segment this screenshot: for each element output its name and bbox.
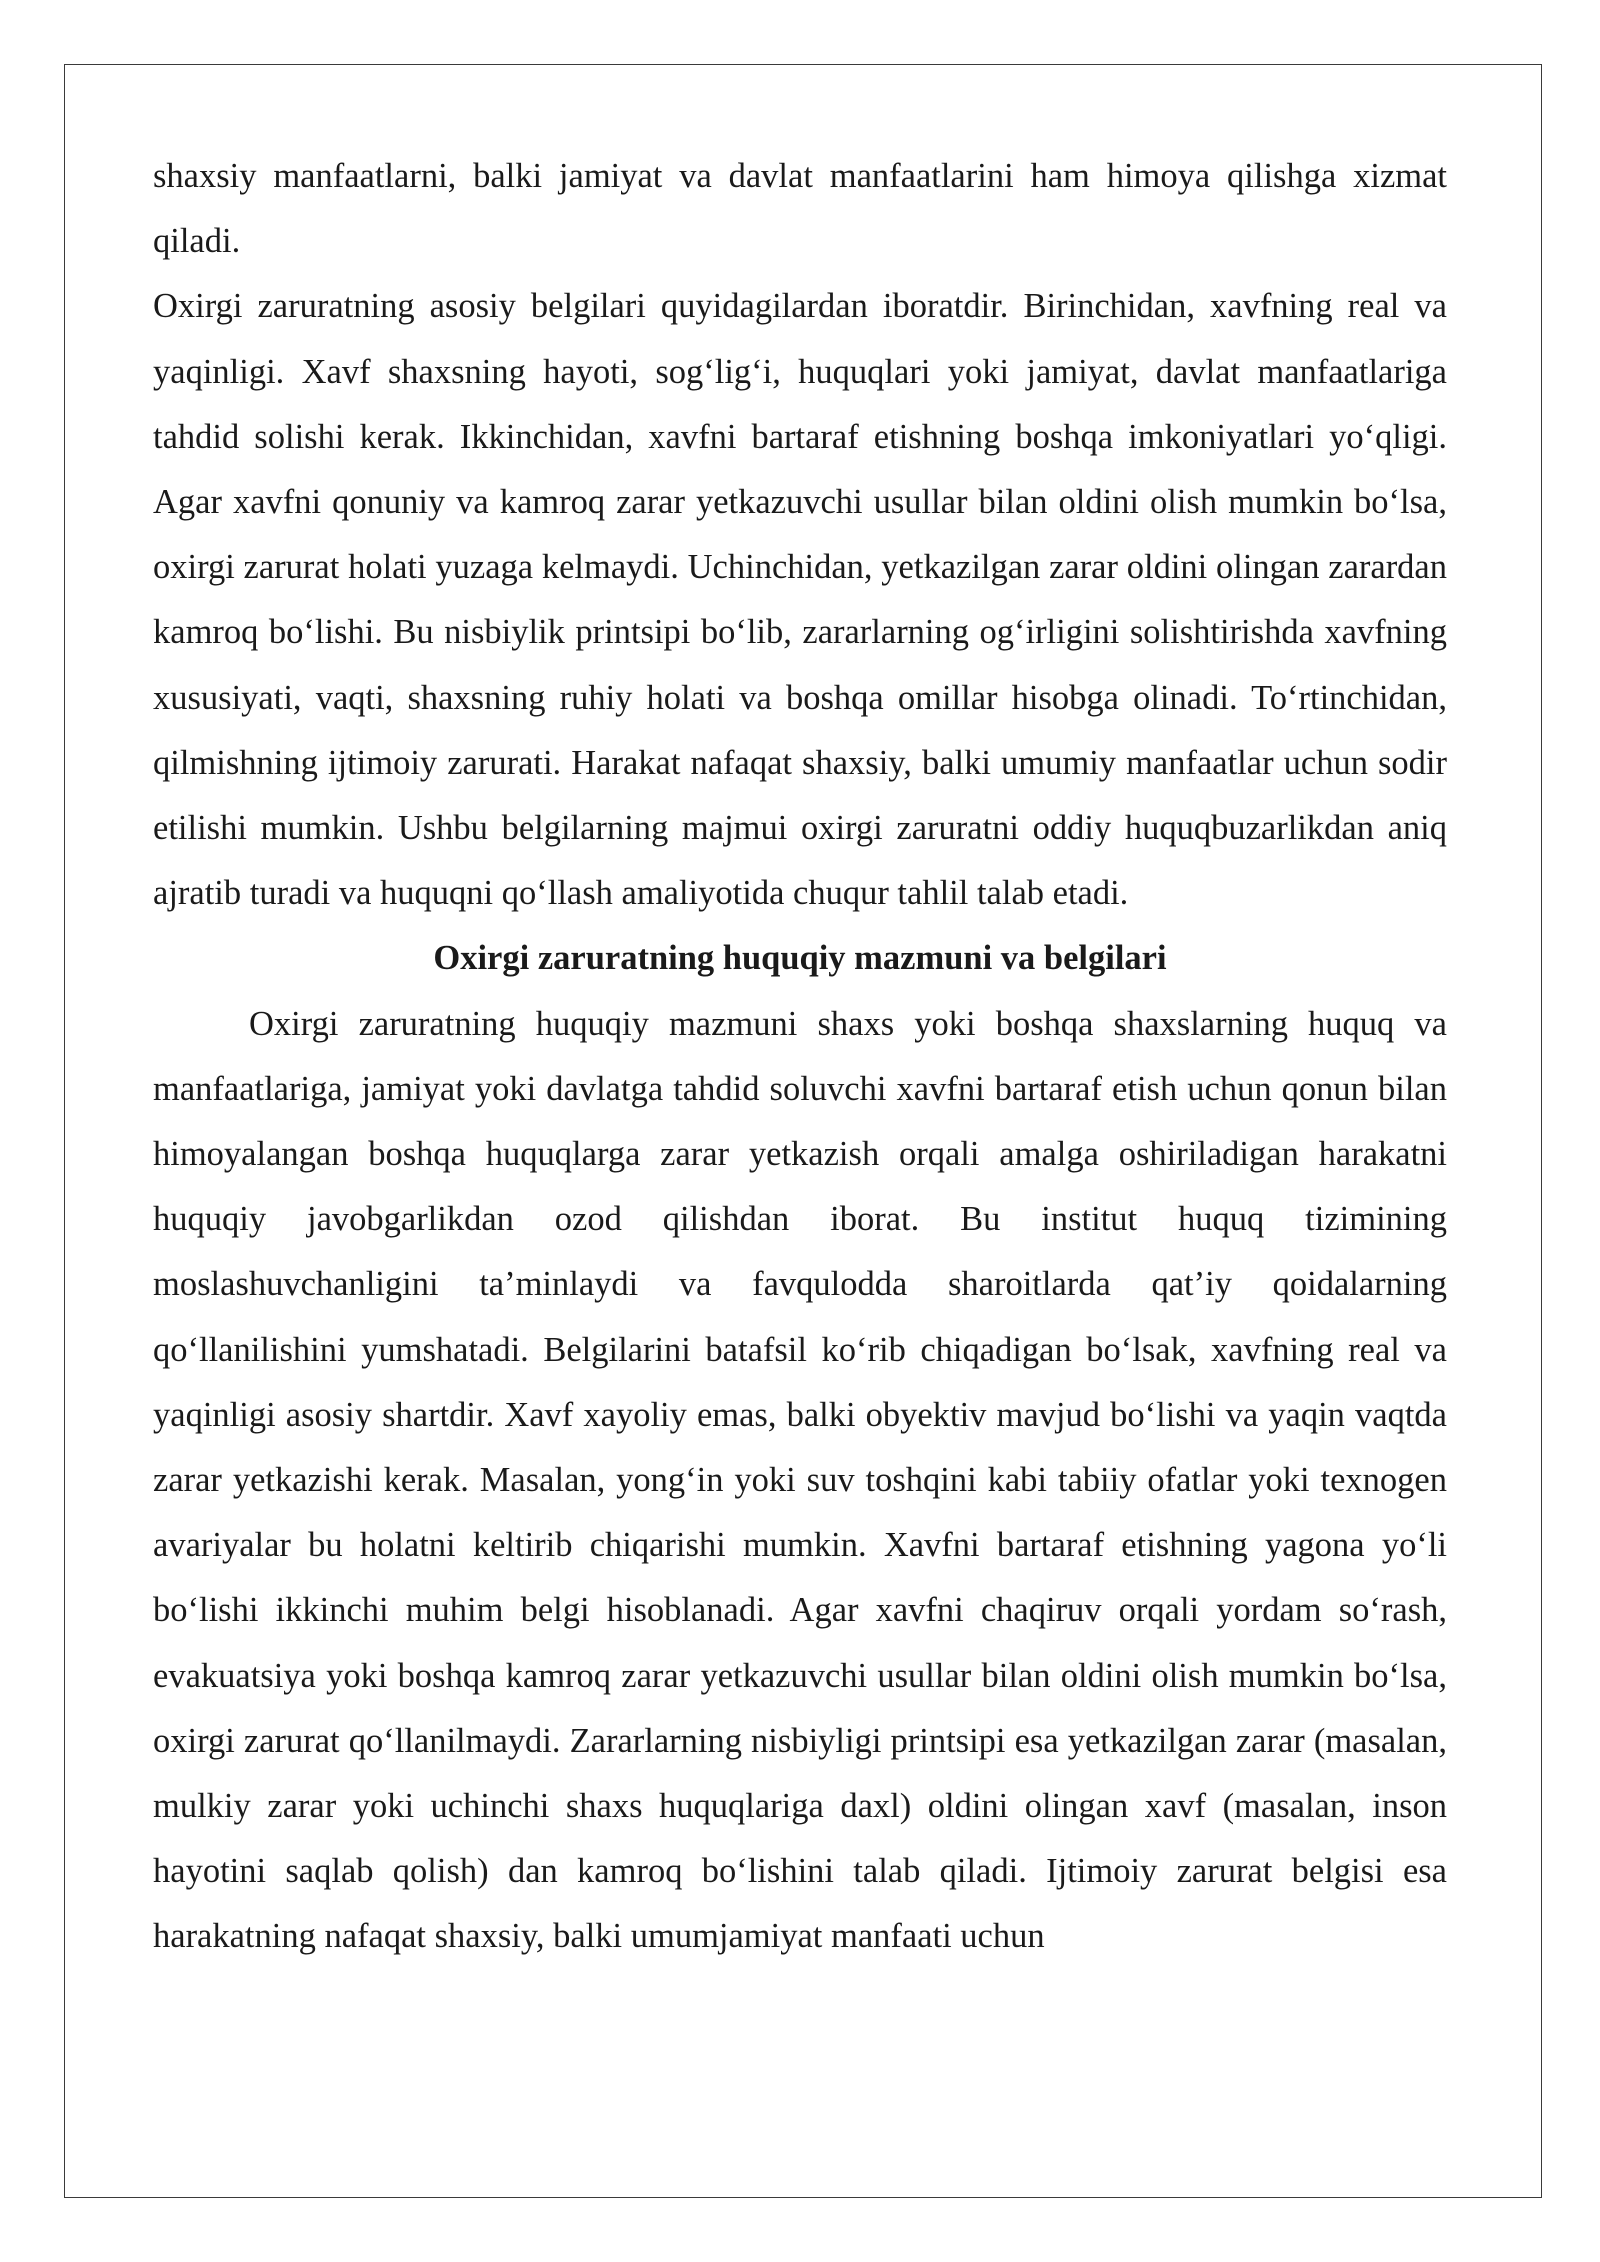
section-heading: Oxirgi zaruratning huquqiy mazmuni va belgilari: [433, 939, 1167, 978]
paragraph-continuation: shaxsiy manfaatlarni, balki jamiyat va davlat manfaatlarini ham himoya qilishga xizmat qiladi.: [153, 157, 1447, 261]
paragraph-legal-content: Oxirgi zaruratning huquqiy mazmuni shaxs yoki boshqa shaxslarning huquq va manfaatlariga, jamiyat yoki davlatga tahdid soluvchi xavfni bartaraf etish uchun qonun bilan himoyalangan boshqa huquqlarga zarar yetkazish orqali amalga oshiriladigan harakatni huquqiy javobgarlikdan ozod qilishdan iborat. Bu institut huquq tizimining moslashuvchanligini ta’minlaydi va favqulodda sharoitlarda qat’iy qoidalarning qo‘llanilishini yumshatadi. Belgilarini batafsil ko‘rib chiqadigan bo‘lsak, xavfning real va yaqinligi asosiy shartdir. Xavf xayoliy emas, balki obyektiv mavjud bo‘lishi va yaqin vaqtda zarar yetkazishi kerak. Masalan, yong‘in yoki suv toshqini kabi tabiiy ofatlar yoki texnogen avariyalar bu holatni keltirib chiqarishi mumkin. Xavfni bartaraf etishning yagona yo‘li bo‘lishi ikkinchi muhim belgi hisoblanadi. Agar xavfni chaqiruv orqali yordam so‘rash, evakuatsiya yoki boshqa kamroq zarar yetkazuvchi usullar bilan oldini olish mumkin bo‘lsa, oxirgi zarurat qo‘llanilmaydi. Zararlarning nisbiyligi printsipi esa yetkazilgan zarar (masalan, mulkiy zarar yoki uchinchi shaxs huquqlariga daxl) oldini olingan xavf (masalan, inson hayotini saqlab qolish) dan kamroq bo‘lishini talab qiladi. Ijtimoiy zarurat belgisi esa harakatning nafaqat shaxsiy, balki umumjamiyat manfaati uchun: [153, 1004, 1447, 1956]
document-body: [153, 144, 1447, 1970]
paragraph-signs: Oxirgi zaruratning asosiy belgilari quyidagilardan iboratdir. Birinchidan, xavfning real va yaqinligi. Xavf shaxsning hayoti, sog‘lig‘i, huquqlari yoki jamiyat, davlat manfaatlariga tahdid solishi kerak. Ikkinchidan, xavfni bartaraf etishning boshqa imkoniyatlari yo‘qligi. Agar xavfni qonuniy va kamroq zarar yetkazuvchi usullar bilan oldini olish mumkin bo‘lsa, oxirgi zarurat holati yuzaga kelmaydi. Uchinchidan, yetkazilgan zarar oldini olingan zarardan kamroq bo‘lishi. Bu nisbiylik printsipi bo‘lib, zararlarning og‘irligini solishtirishda xavfning xususiyati, vaqti, shaxsning ruhiy holati va boshqa omillar hisobga olinadi. To‘rtinchidan, qilmishning ijtimoiy zarurati. Harakat nafaqat shaxsiy, balki umumiy manfaatlar uchun sodir etilishi mumkin. Ushbu belgilarning majmui oxirgi zaruratni oddiy huquqbuzarlikdan aniq ajratib turadi va huquqni qo‘llash amaliyotida chuqur tahlil talab etadi.: [153, 287, 1447, 913]
